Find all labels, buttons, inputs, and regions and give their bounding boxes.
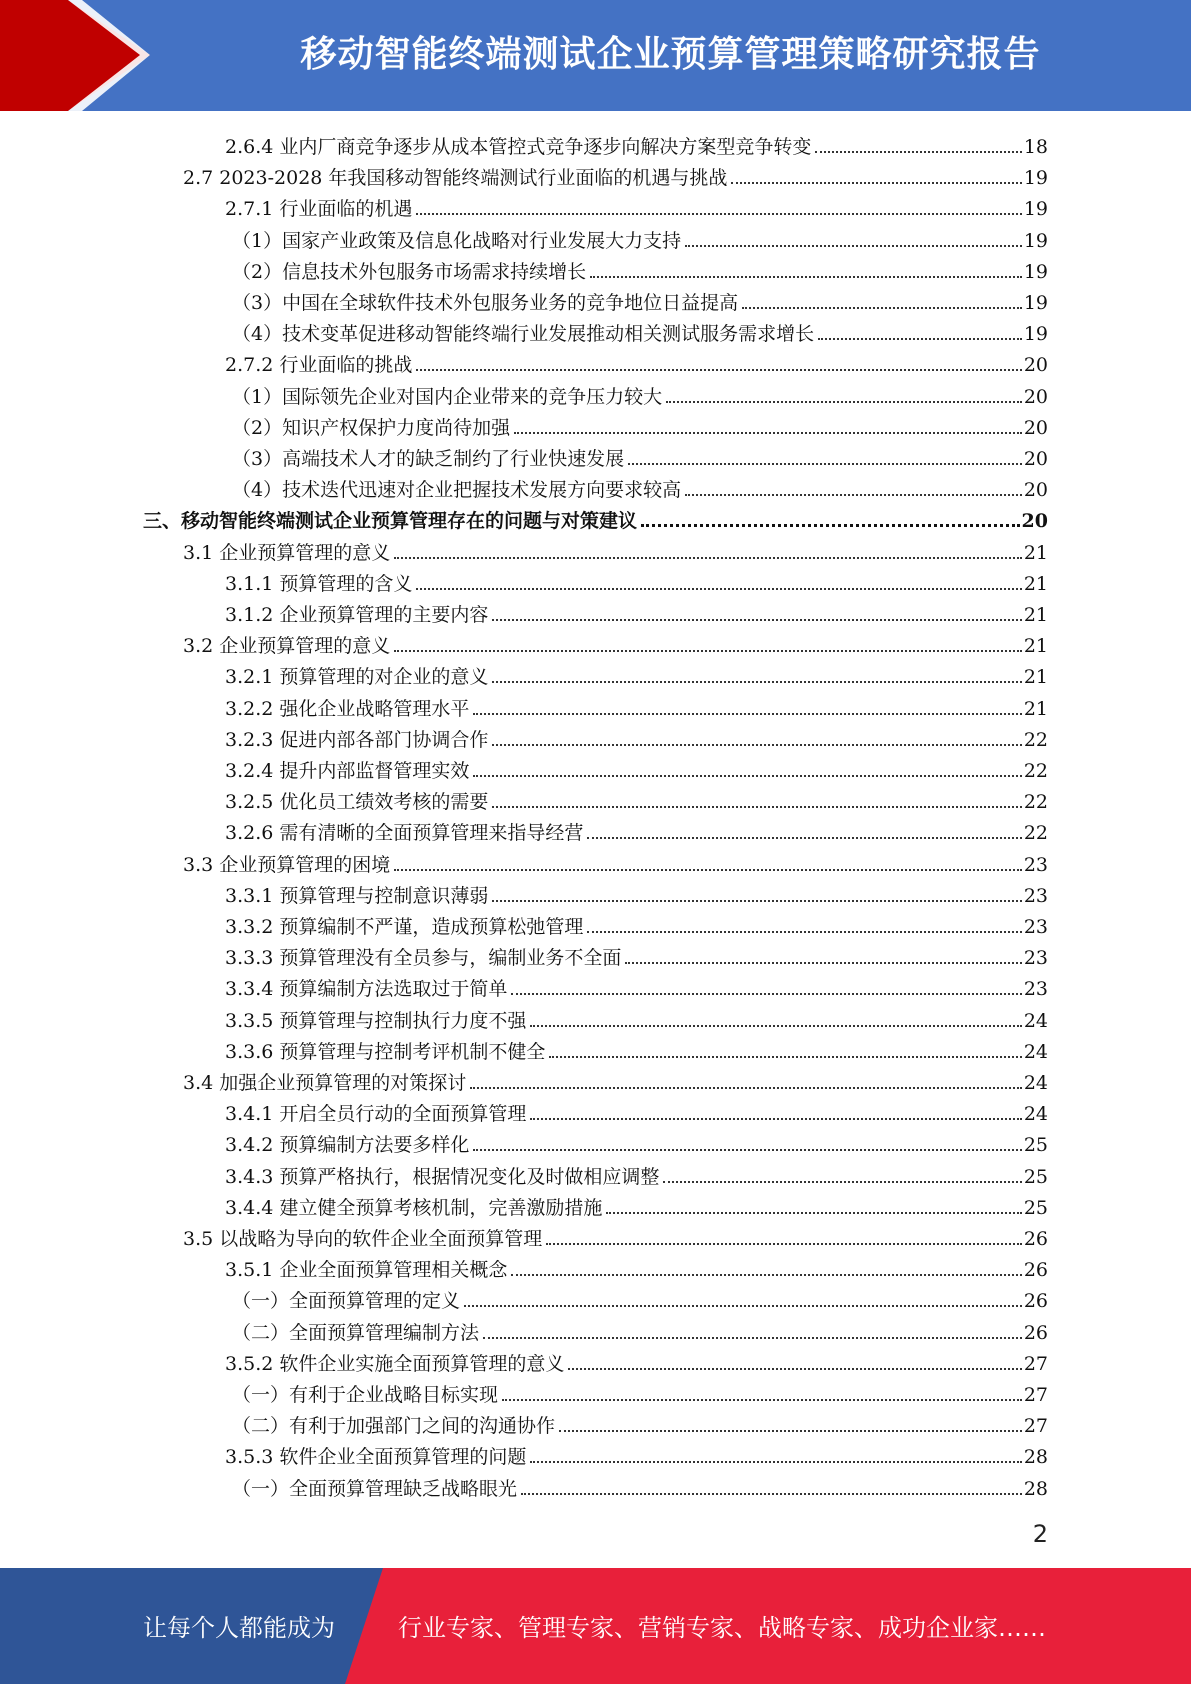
toc-entry-page: 20 xyxy=(1023,479,1048,502)
toc-entry[interactable] xyxy=(232,315,1048,346)
toc-entry-page: 18 xyxy=(1023,136,1048,158)
toc-entry[interactable] xyxy=(225,658,1048,689)
toc-leader-dots xyxy=(731,182,1021,184)
toc-entry-page: 23 xyxy=(1023,947,1048,970)
toc-entry[interactable] xyxy=(225,1158,1048,1189)
toc-leader-dots xyxy=(394,557,1022,559)
toc-leader-dots xyxy=(530,1025,1021,1027)
toc-leader-dots xyxy=(511,993,1021,995)
toc-leader-dots xyxy=(492,744,1021,746)
toc-entry[interactable] xyxy=(183,1220,1048,1251)
toc-leader-dots xyxy=(530,1461,1021,1463)
toc-entry[interactable] xyxy=(232,378,1048,409)
toc-entry[interactable] xyxy=(232,253,1048,284)
toc-entry-page: 20 xyxy=(1023,448,1048,470)
toc-entry[interactable] xyxy=(183,846,1048,877)
toc-entry[interactable] xyxy=(232,1470,1048,1501)
toc-leader-dots xyxy=(416,588,1021,590)
toc-entry[interactable] xyxy=(225,190,1048,221)
toc-entry-label: 3.3.5 预算管理与控制执行力度不强 xyxy=(225,1009,527,1032)
toc-entry-page: 20 xyxy=(1023,354,1048,377)
toc-entry[interactable] xyxy=(183,627,1048,658)
toc-entry-label: 3.2.1 预算管理的对企业的意义 xyxy=(225,666,489,689)
toc-entry[interactable] xyxy=(225,1002,1048,1033)
toc-entry-label: 3.3.2 预算编制不严谨，造成预算松弛管理 xyxy=(225,916,584,938)
toc-leader-dots xyxy=(742,307,1022,309)
toc-leader-dots xyxy=(606,1212,1021,1214)
toc-entry-label: （一）全面预算管理缺乏战略眼光 xyxy=(232,1477,518,1500)
toc-leader-dots xyxy=(394,650,1022,652)
toc-leader-dots xyxy=(818,338,1022,340)
toc-entry[interactable] xyxy=(225,596,1048,627)
toc-entry-page: 26 xyxy=(1023,1290,1048,1313)
toc-leader-dots xyxy=(641,524,1020,527)
toc-leader-dots xyxy=(511,1274,1021,1276)
footer-slogan-right: 行业专家、管理专家、营销专家、战略专家、成功企业家…… xyxy=(398,1614,1046,1642)
toc-entry[interactable] xyxy=(183,534,1048,565)
toc-entry-page: 27 xyxy=(1023,1352,1048,1375)
toc-entry-label: 2.6.4 业内厂商竞争逐步从成本管控式竞争逐步向解决方案型竞争转变 xyxy=(225,136,812,158)
toc-entry-page: 27 xyxy=(1023,1384,1048,1406)
toc-entry[interactable] xyxy=(232,409,1048,440)
toc-entry[interactable] xyxy=(225,1126,1048,1157)
toc-entry-label: （4）技术迭代迅速对企业把握技术发展方向要求较高 xyxy=(232,479,682,502)
toc-entry[interactable] xyxy=(225,1095,1048,1126)
page-number: 2 xyxy=(1032,1520,1048,1548)
toc-entry-label: 3.3.4 预算编制方法选取过于简单 xyxy=(225,978,508,1001)
toc-entry[interactable] xyxy=(143,502,1048,533)
toc-leader-dots xyxy=(473,713,1021,715)
toc-entry-label: 3.4.1 开启全员行动的全面预算管理 xyxy=(225,1103,527,1126)
toc-entry-label: 3.5.2 软件企业实施全面预算管理的意义 xyxy=(225,1352,565,1375)
toc-entry-label: 3.1.1 预算管理的含义 xyxy=(225,572,413,595)
toc-entry[interactable] xyxy=(225,346,1048,377)
toc-entry-page: 28 xyxy=(1023,1446,1048,1469)
header-banner xyxy=(0,0,1191,111)
toc-entry[interactable] xyxy=(232,1314,1048,1345)
toc-leader-dots xyxy=(663,1181,1021,1183)
toc-entry-page: 24 xyxy=(1023,1072,1048,1094)
toc-entry-label: 3.2.2 强化企业战略管理水平 xyxy=(225,697,470,720)
toc-entry-page: 19 xyxy=(1023,229,1048,252)
toc-entry-page: 22 xyxy=(1023,728,1048,751)
toc-entry[interactable] xyxy=(225,752,1048,783)
toc-entry-page: 22 xyxy=(1023,760,1048,782)
toc-entry[interactable] xyxy=(232,222,1048,253)
toc-entry-page: 20 xyxy=(1021,510,1048,533)
toc-entry[interactable] xyxy=(232,440,1048,471)
toc-entry-page: 26 xyxy=(1023,1228,1048,1250)
toc-entry-label: 3.2.6 需有清晰的全面预算管理来指导经营 xyxy=(225,822,584,845)
toc-leader-dots xyxy=(549,1056,1021,1058)
toc-entry-label: 3.1.2 企业预算管理的主要内容 xyxy=(225,604,489,626)
toc-entry-page: 21 xyxy=(1023,572,1048,595)
toc-entry-page: 28 xyxy=(1023,1477,1048,1500)
toc-leader-dots xyxy=(815,151,1021,153)
toc-entry[interactable] xyxy=(183,159,1048,190)
toc-entry-page: 23 xyxy=(1023,978,1048,1001)
toc-entry[interactable] xyxy=(225,128,1048,159)
toc-entry[interactable] xyxy=(225,1251,1048,1282)
toc-leader-dots xyxy=(685,494,1022,496)
toc-leader-dots xyxy=(502,1399,1022,1401)
toc-entry-label: （3）中国在全球软件技术外包服务业务的竞争地位日益提高 xyxy=(232,292,739,314)
footer-banner xyxy=(0,1568,1191,1684)
toc-entry-page: 25 xyxy=(1023,1165,1048,1188)
toc-leader-dots xyxy=(473,775,1021,777)
toc-entry[interactable] xyxy=(232,1282,1048,1313)
toc-entry-page: 25 xyxy=(1023,1196,1048,1219)
toc-entry[interactable] xyxy=(225,690,1048,721)
toc-entry-label: 2.7.1 行业面临的机遇 xyxy=(225,198,413,221)
toc-entry-page: 22 xyxy=(1023,822,1048,845)
toc-entry[interactable] xyxy=(225,970,1048,1001)
toc-leader-dots xyxy=(514,432,1022,434)
toc-entry-page: 19 xyxy=(1023,198,1048,221)
toc-leader-dots xyxy=(492,619,1021,621)
toc-entry-label: 3.3.3 预算管理没有全员参与，编制业务不全面 xyxy=(225,947,622,970)
toc-leader-dots xyxy=(416,213,1021,215)
toc-leader-dots xyxy=(521,1493,1022,1495)
toc-leader-dots xyxy=(530,1118,1021,1120)
toc-leader-dots xyxy=(685,245,1022,247)
toc-leader-dots xyxy=(492,900,1021,902)
toc-entry[interactable] xyxy=(232,471,1048,502)
toc-leader-dots xyxy=(625,962,1021,964)
toc-entry[interactable] xyxy=(225,1438,1048,1469)
toc-leader-dots xyxy=(492,806,1021,808)
toc-entry-page: 27 xyxy=(1023,1415,1048,1438)
toc-leader-dots xyxy=(483,1337,1022,1339)
toc-entry-label: （4）技术变革促进移动智能终端行业发展推动相关测试服务需求增长 xyxy=(232,323,815,346)
toc-entry[interactable] xyxy=(225,908,1048,939)
toc-entry-page: 20 xyxy=(1023,416,1048,439)
toc-entry-page: 24 xyxy=(1023,1040,1048,1063)
toc-leader-dots xyxy=(590,276,1022,278)
toc-entry-page: 19 xyxy=(1023,323,1048,346)
toc-entry[interactable] xyxy=(225,877,1048,908)
toc-entry-page: 21 xyxy=(1023,604,1048,626)
toc-leader-dots xyxy=(492,681,1021,683)
toc-entry-page: 19 xyxy=(1023,260,1048,283)
toc-entry-label: 3.4.4 建立健全预算考核机制，完善激励措施 xyxy=(225,1196,603,1219)
toc-entry-page: 24 xyxy=(1023,1009,1048,1032)
toc-entry-label: 3.4 加强企业预算管理的对策探讨 xyxy=(183,1072,467,1094)
toc-entry-page: 24 xyxy=(1023,1103,1048,1126)
toc-entry-label: 3.2.5 优化员工绩效考核的需要 xyxy=(225,791,489,814)
toc-entry-label: （1）国家产业政策及信息化战略对行业发展大力支持 xyxy=(232,229,682,252)
toc-entry-label: （二）全面预算管理编制方法 xyxy=(232,1321,480,1344)
toc-entry-label: 三、移动智能终端测试企业预算管理存在的问题与对策建议 xyxy=(143,510,638,533)
toc-entry-label: 3.3.6 预算管理与控制考评机制不健全 xyxy=(225,1040,546,1063)
toc-entry-page: 21 xyxy=(1023,635,1048,658)
toc-entry-label: 3.4.3 预算严格执行，根据情况变化及时做相应调整 xyxy=(225,1165,660,1188)
toc-entry-page: 23 xyxy=(1023,916,1048,938)
toc-entry-page: 20 xyxy=(1023,385,1048,408)
toc-entry-page: 25 xyxy=(1023,1134,1048,1157)
toc-leader-dots xyxy=(587,837,1021,839)
toc-entry-page: 19 xyxy=(1023,167,1048,190)
toc-entry-page: 23 xyxy=(1023,853,1048,876)
toc-leader-dots xyxy=(559,1430,1022,1432)
toc-entry-page: 21 xyxy=(1023,697,1048,720)
toc-leader-dots xyxy=(546,1243,1022,1245)
toc-entry[interactable] xyxy=(183,1064,1048,1095)
toc-entry-label: （1）国际领先企业对国内企业带来的竞争压力较大 xyxy=(232,385,663,408)
toc-entry-page: 26 xyxy=(1023,1321,1048,1344)
toc-entry-label: 2.7 2023-2028 年我国移动智能终端测试行业面临的机遇与挑战 xyxy=(183,167,728,190)
toc-entry-label: （3）高端技术人才的缺乏制约了行业快速发展 xyxy=(232,448,625,470)
toc-entry-label: 3.5 以战略为导向的软件企业全面预算管理 xyxy=(183,1228,543,1250)
toc-entry-page: 23 xyxy=(1023,884,1048,907)
toc-entry-label: 3.3.1 预算管理与控制意识薄弱 xyxy=(225,884,489,907)
toc-entry-label: （2）知识产权保护力度尚待加强 xyxy=(232,416,511,439)
toc-entry-page: 26 xyxy=(1023,1259,1048,1282)
toc-entry[interactable] xyxy=(225,1189,1048,1220)
toc-entry-label: 2.7.2 行业面临的挑战 xyxy=(225,354,413,377)
toc-entry[interactable] xyxy=(232,1407,1048,1438)
toc-entry[interactable] xyxy=(225,939,1048,970)
toc-entry-label: 3.2.4 提升内部监督管理实效 xyxy=(225,760,470,782)
toc-leader-dots xyxy=(416,369,1021,371)
toc-leader-dots xyxy=(568,1368,1021,1370)
toc-entry-page: 19 xyxy=(1023,292,1048,314)
toc-entry[interactable] xyxy=(225,814,1048,845)
toc-entry-label: （二）有利于加强部门之间的沟通协作 xyxy=(232,1415,556,1438)
toc-entry-label: 3.1 企业预算管理的意义 xyxy=(183,541,391,564)
toc-entry-page: 21 xyxy=(1023,541,1048,564)
toc-entry-label: （一）全面预算管理的定义 xyxy=(232,1290,461,1313)
report-title: 移动智能终端测试企业预算管理策略研究报告 xyxy=(300,34,1041,75)
toc-leader-dots xyxy=(628,463,1022,465)
toc-entry-label: （一）有利于企业战略目标实现 xyxy=(232,1384,499,1406)
toc-leader-dots xyxy=(587,931,1021,933)
toc-entry[interactable] xyxy=(225,1345,1048,1376)
toc-leader-dots xyxy=(470,1087,1022,1089)
toc-leader-dots xyxy=(666,401,1022,403)
toc-entry-page: 22 xyxy=(1023,791,1048,814)
toc-entry[interactable] xyxy=(225,565,1048,596)
toc-leader-dots xyxy=(473,1149,1021,1151)
toc-entry-label: 3.4.2 预算编制方法要多样化 xyxy=(225,1134,470,1157)
toc-entry-label: （2）信息技术外包服务市场需求持续增长 xyxy=(232,260,587,283)
toc-entry-page: 21 xyxy=(1023,666,1048,689)
toc-entry-label: 3.5.1 企业全面预算管理相关概念 xyxy=(225,1259,508,1282)
toc-entry[interactable] xyxy=(225,721,1048,752)
toc-entry-label: 3.2.3 促进内部各部门协调合作 xyxy=(225,728,489,751)
toc-entry-label: 3.2 企业预算管理的意义 xyxy=(183,635,391,658)
toc-entry[interactable] xyxy=(225,1033,1048,1064)
footer-slogan-left: 让每个人都能成为 xyxy=(143,1614,335,1642)
toc-leader-dots xyxy=(394,869,1022,871)
toc-entry[interactable] xyxy=(232,284,1048,315)
toc-entry[interactable] xyxy=(232,1376,1048,1407)
toc-entry[interactable] xyxy=(225,783,1048,814)
toc-entry-label: 3.5.3 软件企业全面预算管理的问题 xyxy=(225,1446,527,1469)
toc-entry-label: 3.3 企业预算管理的困境 xyxy=(183,853,391,876)
toc-leader-dots xyxy=(464,1305,1022,1307)
